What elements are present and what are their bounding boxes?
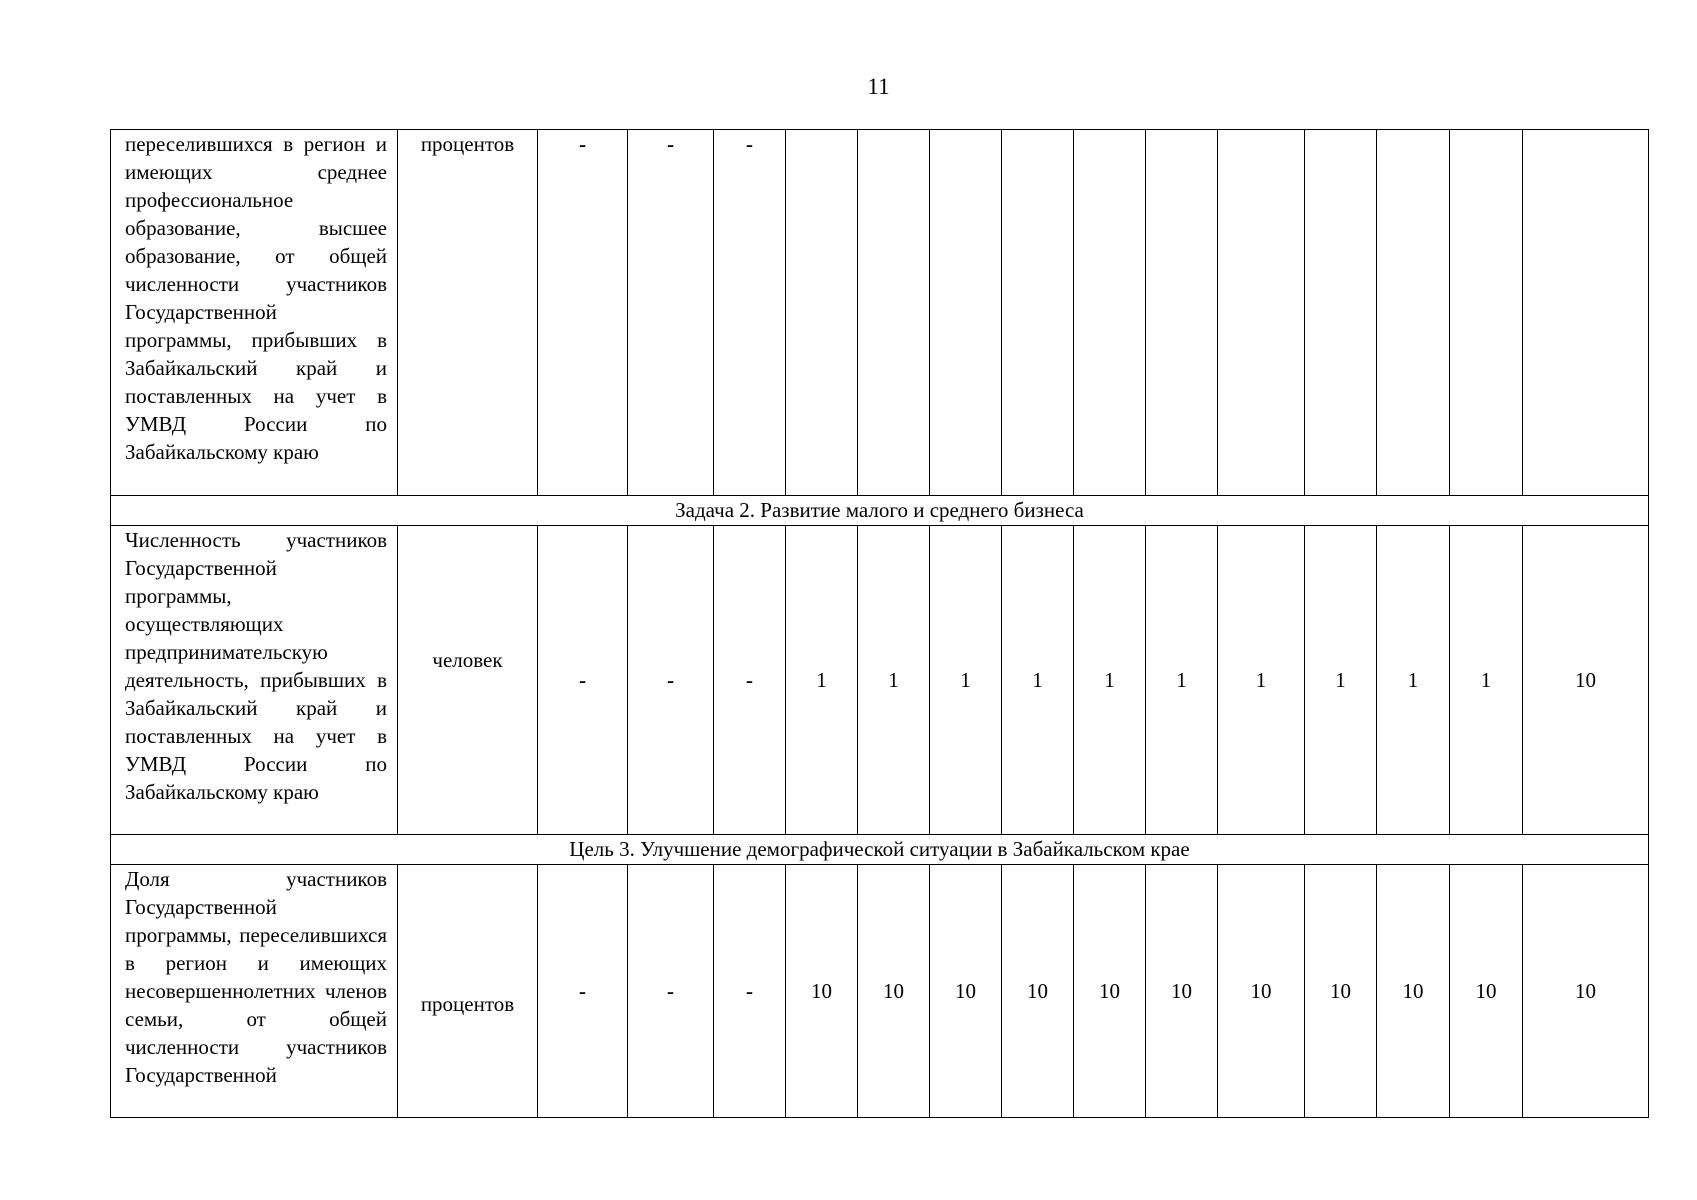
indicator-cell: переселившихся в регион и имеющих среднее профессиональное образование, высшее образование, от общей численности участников Государственной программы, прибывших в Забайкальский край и поставленных на учет в УМВД России по Забайкальскому краю bbox=[111, 130, 398, 496]
value-cell: - bbox=[628, 865, 714, 1118]
page-number: 11 bbox=[867, 74, 890, 99]
indicator-cell: Численность участников Государственной программы, осуществляющих предпринимательскую деятельность, прибывших в Забайкальский край и поставленных на учет в УМВД России по Забайкальскому краю bbox=[111, 526, 398, 835]
value-cell: 1 bbox=[786, 526, 858, 835]
value-cell bbox=[1450, 130, 1523, 496]
table-row bbox=[111, 130, 1649, 496]
value-cell bbox=[858, 130, 930, 496]
value-cell: - bbox=[538, 526, 628, 835]
value-cell bbox=[1146, 130, 1218, 496]
value-cell: 10 bbox=[858, 865, 930, 1118]
value-cell: - bbox=[538, 130, 628, 496]
value-cell: 1 bbox=[1002, 526, 1074, 835]
value-cell bbox=[1074, 130, 1146, 496]
value-cell: 1 bbox=[1218, 526, 1305, 835]
value-cell: 10 bbox=[1146, 865, 1218, 1118]
value-cell: 10 bbox=[1450, 865, 1523, 1118]
value-cell: 10 bbox=[1074, 865, 1146, 1118]
value-cell: 10 bbox=[930, 865, 1002, 1118]
value-cell: 1 bbox=[930, 526, 1002, 835]
value-cell: 1 bbox=[1450, 526, 1523, 835]
value-cell: 1 bbox=[858, 526, 930, 835]
table-row bbox=[111, 865, 1649, 1118]
section-row bbox=[111, 835, 1649, 865]
value-cell: - bbox=[628, 130, 714, 496]
value-cell bbox=[930, 130, 1002, 496]
section-title: Задача 2. Развитие малого и среднего бизнеса bbox=[111, 496, 1649, 526]
value-cell bbox=[1305, 130, 1377, 496]
value-cell: 1 bbox=[1305, 526, 1377, 835]
value-cell bbox=[1002, 130, 1074, 496]
value-cell: 10 bbox=[1305, 865, 1377, 1118]
value-cell bbox=[1377, 130, 1450, 496]
table-row bbox=[111, 526, 1649, 835]
value-cell: - bbox=[714, 865, 786, 1118]
value-cell: - bbox=[628, 526, 714, 835]
section-row bbox=[111, 496, 1649, 526]
value-cell bbox=[1218, 130, 1305, 496]
value-cell: 1 bbox=[1377, 526, 1450, 835]
value-cell: 10 bbox=[1377, 865, 1450, 1118]
value-cell: - bbox=[714, 130, 786, 496]
value-cell: 10 bbox=[1002, 865, 1074, 1118]
value-cell: 1 bbox=[1146, 526, 1218, 835]
value-cell: 1 bbox=[1074, 526, 1146, 835]
unit-cell: человек bbox=[398, 526, 538, 835]
value-cell: 10 bbox=[1218, 865, 1305, 1118]
section-title: Цель 3. Улучшение демографической ситуации в Забайкальском крае bbox=[111, 835, 1649, 865]
value-cell bbox=[1523, 130, 1649, 496]
indicators-table bbox=[110, 129, 1649, 1118]
unit-cell: процентов bbox=[398, 130, 538, 496]
value-cell: 10 bbox=[786, 865, 858, 1118]
value-cell bbox=[786, 130, 858, 496]
value-cell: - bbox=[538, 865, 628, 1118]
value-cell: 10 bbox=[1523, 526, 1649, 835]
value-cell: - bbox=[714, 526, 786, 835]
indicator-cell: Доля участников Государственной программы, переселившихся в регион и имеющих несовершеннолетних членов семьи, от общей численности участников Государственной bbox=[111, 865, 398, 1118]
value-cell: 10 bbox=[1523, 865, 1649, 1118]
unit-cell: процентов bbox=[398, 865, 538, 1118]
